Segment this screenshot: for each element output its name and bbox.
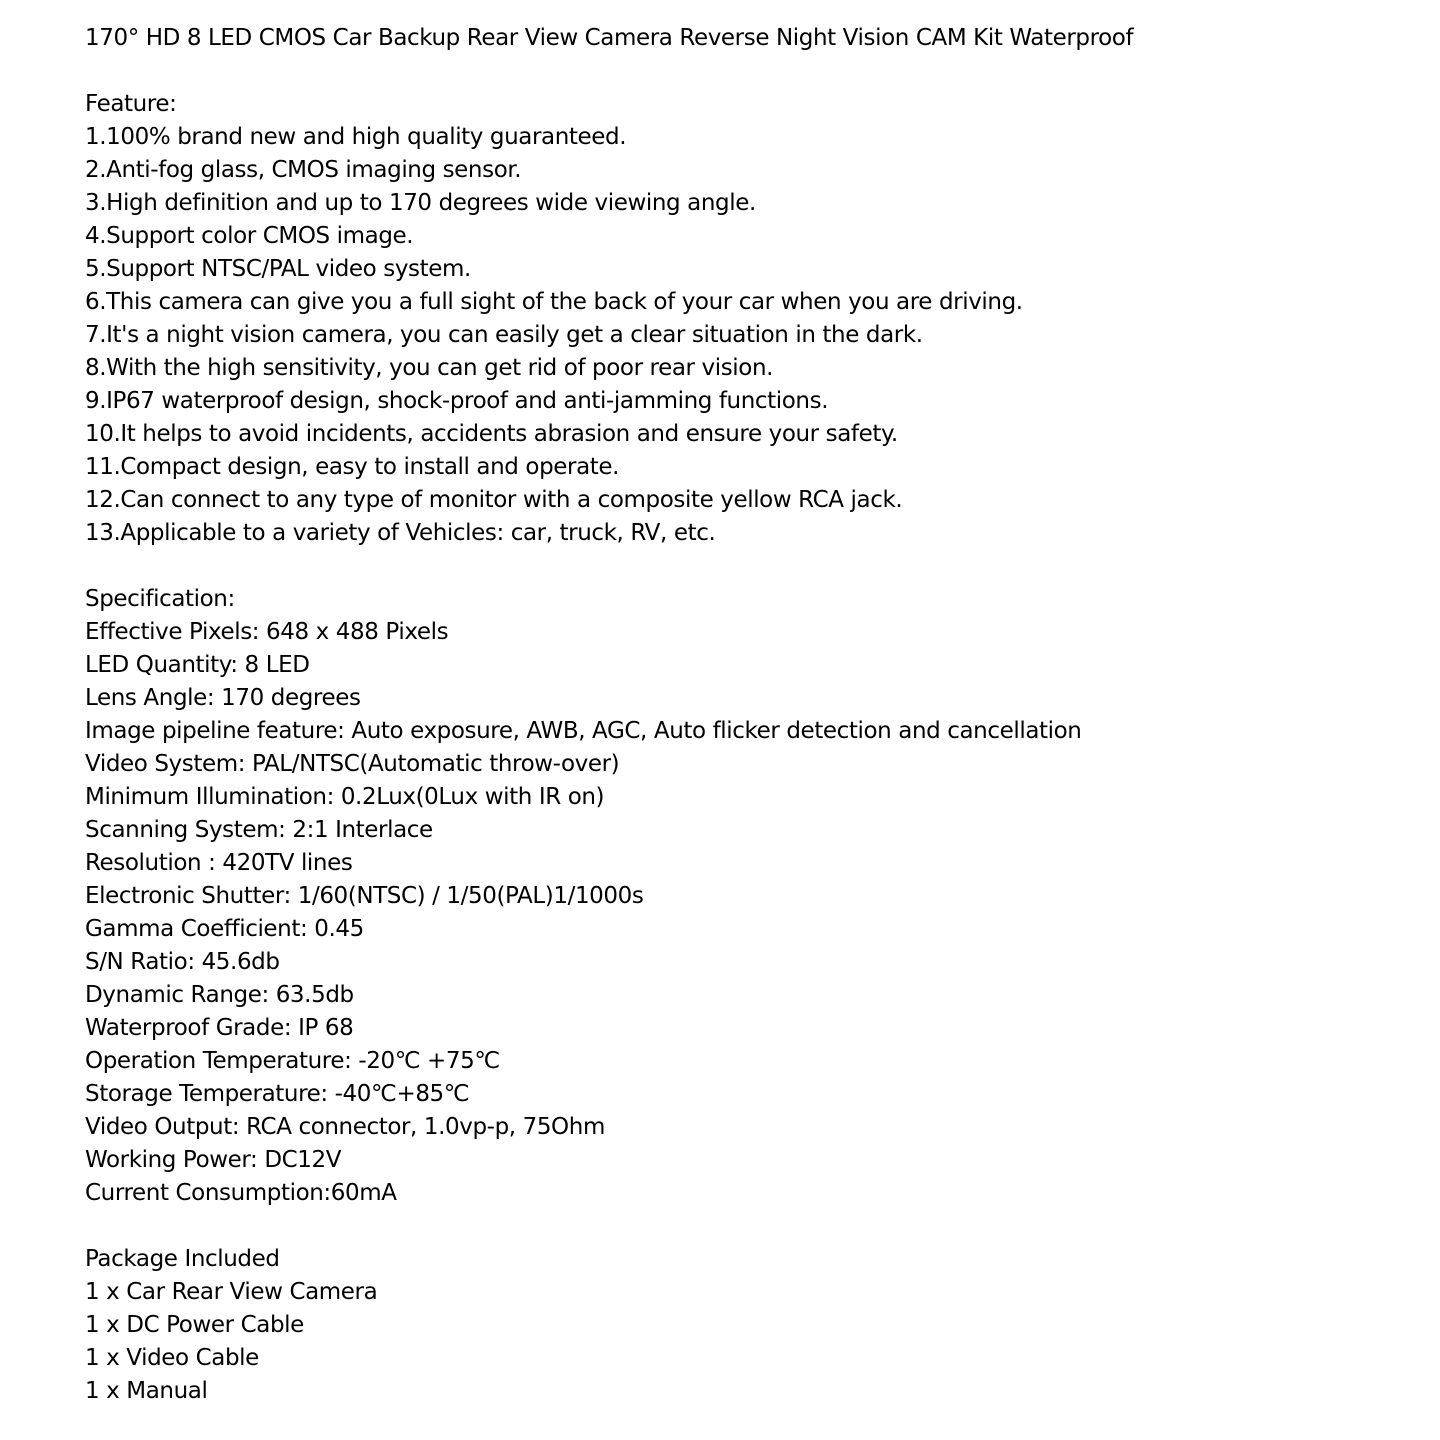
- feature-item: 10.It helps to avoid incidents, accidents abrasion and ensure your safety.: [85, 421, 898, 447]
- package-section: [85, 1243, 1405, 1408]
- feature-section: [85, 88, 1405, 550]
- feature-item: 11.Compact design, easy to install and operate.: [85, 454, 620, 480]
- specification-heading: Specification:: [85, 586, 235, 612]
- feature-item: 9.IP67 waterproof design, shock-proof and anti-jamming functions.: [85, 388, 829, 414]
- product-title: 170° HD 8 LED CMOS Car Backup Rear View Camera Reverse Night Vision CAM Kit Waterproof: [85, 25, 1134, 51]
- package-list: [85, 1276, 1405, 1408]
- spec-item: Current Consumption:60mA: [85, 1180, 397, 1206]
- spec-item: Resolution : 420TV lines: [85, 850, 353, 876]
- package-item: 1 x Manual: [85, 1378, 208, 1404]
- package-heading: Package Included: [85, 1246, 280, 1272]
- feature-item: 13.Applicable to a variety of Vehicles: car, truck, RV, etc.: [85, 520, 716, 546]
- spec-item: LED Quantity: 8 LED: [85, 652, 310, 678]
- feature-item: 4.Support color CMOS image.: [85, 223, 414, 249]
- spec-item: Lens Angle: 170 degrees: [85, 685, 361, 711]
- feature-item: 12.Can connect to any type of monitor with a composite yellow RCA jack.: [85, 487, 903, 513]
- feature-item: 6.This camera can give you a full sight of the back of your car when you are driving.: [85, 289, 1023, 315]
- feature-heading: Feature:: [85, 91, 177, 117]
- feature-item: 2.Anti-fog glass, CMOS imaging sensor.: [85, 157, 522, 183]
- package-item: 1 x Video Cable: [85, 1345, 259, 1371]
- spec-item: Minimum Illumination: 0.2Lux(0Lux with IR on): [85, 784, 605, 810]
- feature-item: 5.Support NTSC/PAL video system.: [85, 256, 471, 282]
- spec-item: Working Power: DC12V: [85, 1147, 342, 1173]
- spacer: [85, 1210, 1405, 1243]
- spec-item: Electronic Shutter: 1/60(NTSC) / 1/50(PAL)1/1000s: [85, 883, 644, 909]
- product-description: [85, 22, 1405, 1408]
- spec-item: Operation Temperature: -20℃ +75℃: [85, 1048, 500, 1074]
- package-item: 1 x DC Power Cable: [85, 1312, 304, 1338]
- feature-item: 3.High definition and up to 170 degrees wide viewing angle.: [85, 190, 756, 216]
- feature-list: [85, 121, 1405, 550]
- spec-item: Video System: PAL/NTSC(Automatic throw-over): [85, 751, 620, 777]
- spec-item: S/N Ratio: 45.6db: [85, 949, 280, 975]
- spec-item: Video Output: RCA connector, 1.0vp-p, 75Ohm: [85, 1114, 605, 1140]
- spec-item: Waterproof Grade: IP 68: [85, 1015, 354, 1041]
- spec-item: Gamma Coefficient: 0.45: [85, 916, 364, 942]
- package-item: 1 x Car Rear View Camera: [85, 1279, 378, 1305]
- spacer: [85, 550, 1405, 583]
- spec-item: Scanning System: 2:1 Interlace: [85, 817, 433, 843]
- spec-item: Storage Temperature: -40℃+85℃: [85, 1081, 470, 1107]
- feature-item: 8.With the high sensitivity, you can get rid of poor rear vision.: [85, 355, 774, 381]
- specification-section: [85, 583, 1405, 1210]
- spec-item: Dynamic Range: 63.5db: [85, 982, 354, 1008]
- feature-item: 7.It's a night vision camera, you can easily get a clear situation in the dark.: [85, 322, 923, 348]
- specification-list: [85, 616, 1405, 1210]
- feature-item: 1.100% brand new and high quality guaranteed.: [85, 124, 627, 150]
- spacer: [85, 55, 1405, 88]
- spec-item: Effective Pixels: 648 x 488 Pixels: [85, 619, 449, 645]
- spec-item: Image pipeline feature: Auto exposure, AWB, AGC, Auto flicker detection and cancellation: [85, 718, 1082, 744]
